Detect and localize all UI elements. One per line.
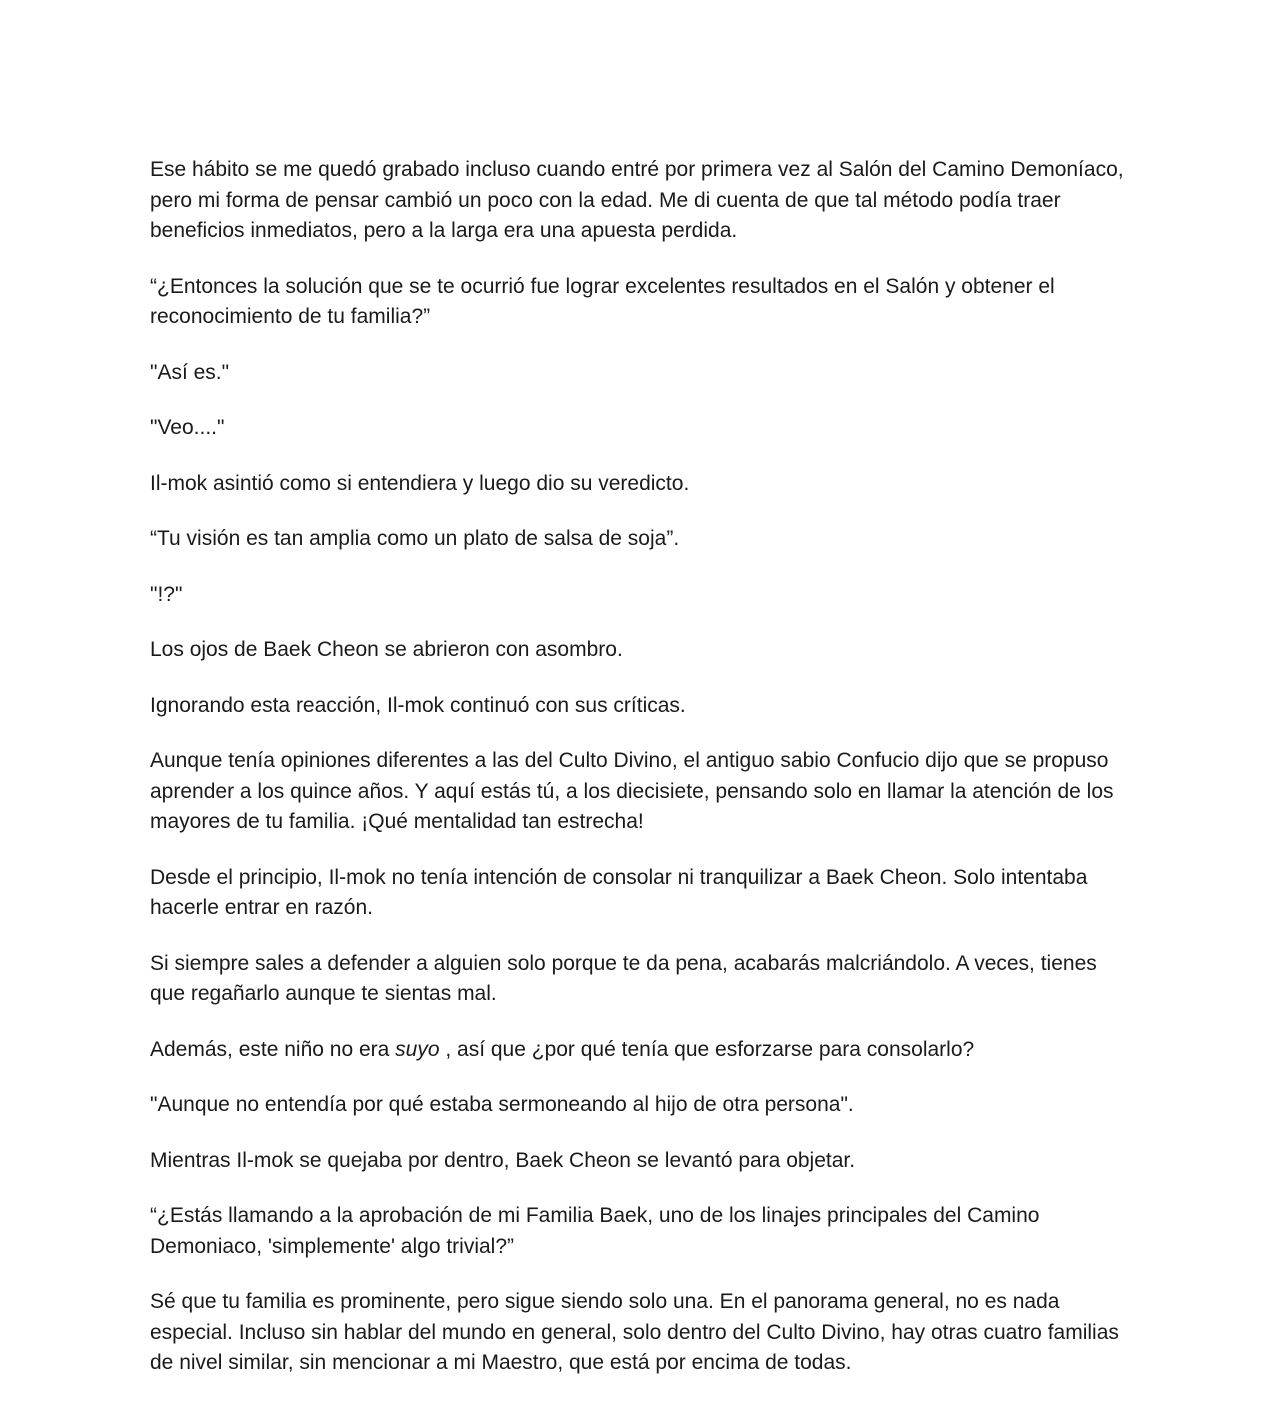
paragraph: Aunque tenía opiniones diferentes a las del Culto Divino, el antiguo sabio Confucio dijo que se propuso aprender a los quince años. Y aquí estás tú, a los diecisiete, pensando solo en llamar la atención de los mayores de tu familia. ¡Qué mentalidad tan estrecha! [150, 749, 1114, 833]
paragraph-with-italic [150, 1035, 1130, 1066]
italic-word: suyo [395, 1037, 440, 1061]
paragraph-text: , así que ¿por qué tenía que esforzarse para consolarlo? [439, 1037, 975, 1061]
paragraph: Los ojos de Baek Cheon se abrieron con asombro. [150, 638, 623, 661]
paragraph: “¿Estás llamando a la aprobación de mi Familia Baek, uno de los linajes principales del Camino Demoniaco, 'simplemente' algo trivial?” [150, 1204, 1040, 1258]
paragraph: Si siempre sales a defender a alguien solo porque te da pena, acabarás malcriándolo. A veces, tienes que regañarlo aunque te sientas mal. [150, 951, 1097, 1005]
paragraph: “¿Entonces la solución que se te ocurrió fue lograr excelentes resultados en el Salón y obtener el reconocimiento de tu familia?” [150, 274, 1055, 328]
paragraph: Ese hábito se me quedó grabado incluso cuando entré por primera vez al Salón del Camino Demoníaco, pero mi forma de pensar cambió un poco con la edad. Me di cuenta de que tal método podía traer beneficios inmediatos, pero a la larga era una apuesta perdida. [150, 158, 1124, 242]
paragraph-text: Además, este niño no era [150, 1037, 396, 1061]
paragraph: "!?" [150, 582, 183, 606]
paragraph: Il-mok asintió como si entendiera y luego dio su veredicto. [150, 471, 690, 495]
paragraph: Mientras Il-mok se quejaba por dentro, Baek Cheon se levantó para objetar. [150, 1148, 856, 1172]
paragraph: “Tu visión es tan amplia como un plato de salsa de soja”. [150, 527, 680, 550]
paragraph: "Veo...." [150, 416, 225, 439]
paragraph: Desde el principio, Il-mok no tenía intención de consolar ni tranquilizar a Baek Cheon. Solo intentaba hacerle entrar en razón. [150, 865, 1088, 919]
document-page [150, 155, 1130, 1379]
paragraph: "Así es." [150, 360, 230, 384]
paragraph: "Aunque no entendía por qué estaba sermoneando al hijo de otra persona". [150, 1093, 854, 1116]
paragraph: Sé que tu familia es prominente, pero sigue siendo solo una. En el panorama general, no es nada especial. Incluso sin hablar del mundo en general, solo dentro del Culto Divino, hay otras cuatro familias de nivel similar, sin mencionar a mi Maestro, que está por encima de todas. [150, 1290, 1119, 1374]
paragraph: Ignorando esta reacción, Il-mok continuó con sus críticas. [150, 693, 686, 717]
